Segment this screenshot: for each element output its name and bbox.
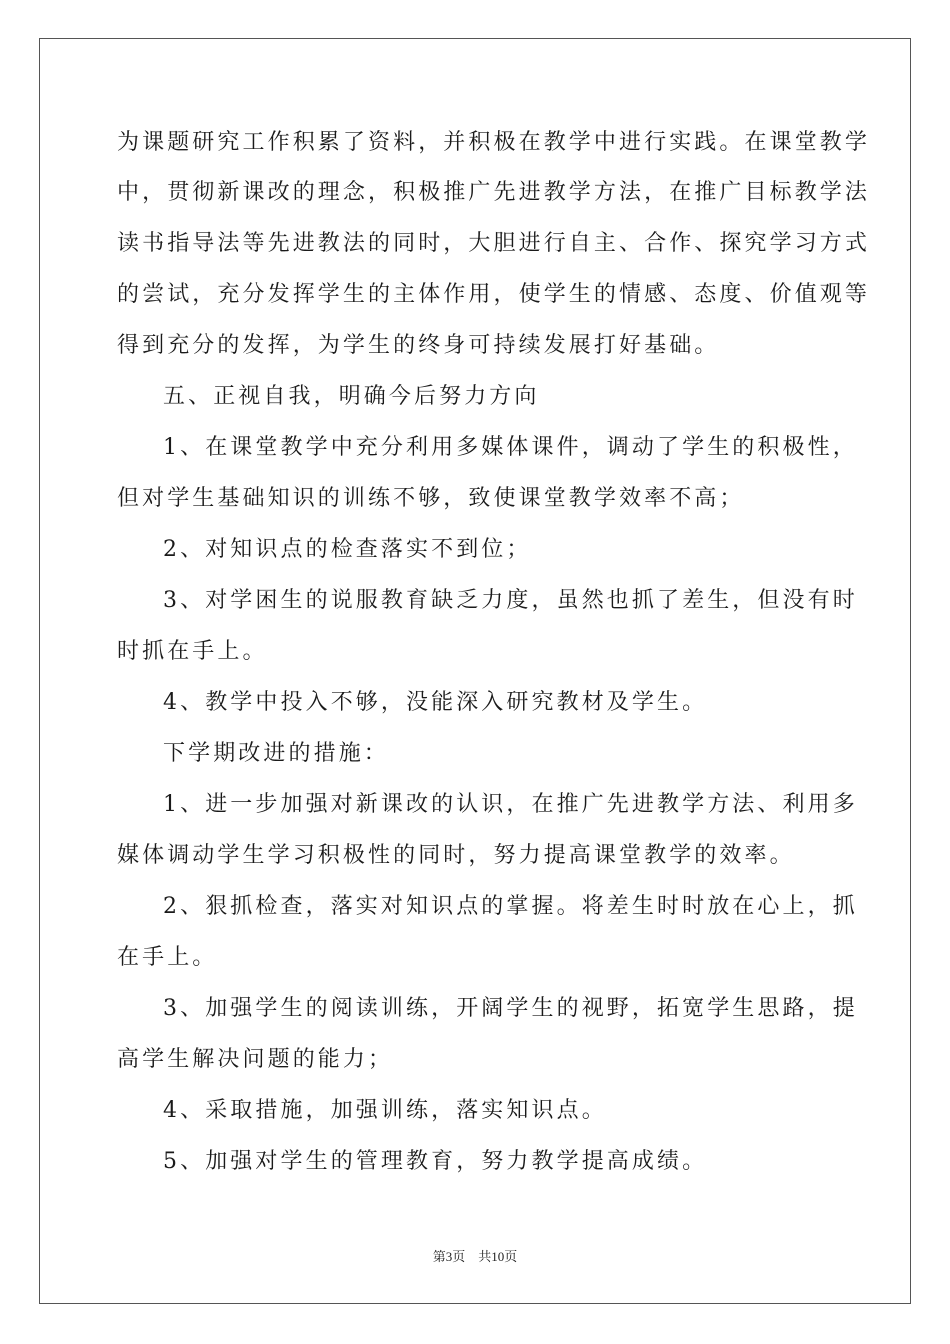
section-heading: 五、正视自我，明确今后努力方向 <box>163 384 540 409</box>
paragraph-line: 1、在课堂教学中充分利用多媒体课件，调动了学生的积极性， <box>163 435 858 460</box>
paragraph-line: 3、加强学生的阅读训练，开阔学生的视野，拓宽学生思路，提 <box>163 996 858 1021</box>
paragraph-line: 高学生解决问题的能力； <box>117 1047 394 1072</box>
paragraph-line: 4、教学中投入不够，没能深入研究教材及学生。 <box>163 690 708 715</box>
paragraph-line: 2、对知识点的检查落实不到位； <box>163 537 532 562</box>
paragraph-line: 3、对学困生的说服教育缺乏力度，虽然也抓了差生，但没有时 <box>163 588 858 613</box>
paragraph-line: 2、狠抓检查，落实对知识点的掌握。将差生时时放在心上，抓 <box>163 894 858 919</box>
paragraph-line: 1、进一步加强对新课改的认识，在推广先进教学方法、利用多 <box>163 792 858 817</box>
page-number: 第3页 共10页 <box>432 1249 518 1264</box>
paragraph-line: 5、加强对学生的管理教育，努力教学提高成绩。 <box>163 1149 708 1174</box>
section-heading: 下学期改进的措施： <box>163 741 389 766</box>
paragraph-line: 在手上。 <box>117 945 218 970</box>
paragraph-line: 时抓在手上。 <box>117 639 268 664</box>
paragraph-line: 的尝试，充分发挥学生的主体作用，使学生的情感、态度、价值观等 <box>117 282 871 307</box>
paragraph-line: 为课题研究工作积累了资料，并积极在教学中进行实践。在课堂教学 <box>117 130 871 155</box>
paragraph-line: 媒体调动学生学习积极性的同时，努力提高课堂教学的效率。 <box>117 843 795 868</box>
paragraph-line: 中，贯彻新课改的理念，积极推广先进教学方法，在推广目标教学法 <box>117 180 871 205</box>
paragraph-line: 读书指导法等先进教法的同时，大胆进行自主、合作、探究学习方式 <box>117 231 871 256</box>
paragraph-line: 但对学生基础知识的训练不够，致使课堂教学效率不高； <box>117 486 745 511</box>
paragraph-line: 4、采取措施，加强训练，落实知识点。 <box>163 1098 607 1123</box>
paragraph-line: 得到充分的发挥，为学生的终身可持续发展打好基础。 <box>117 333 720 358</box>
